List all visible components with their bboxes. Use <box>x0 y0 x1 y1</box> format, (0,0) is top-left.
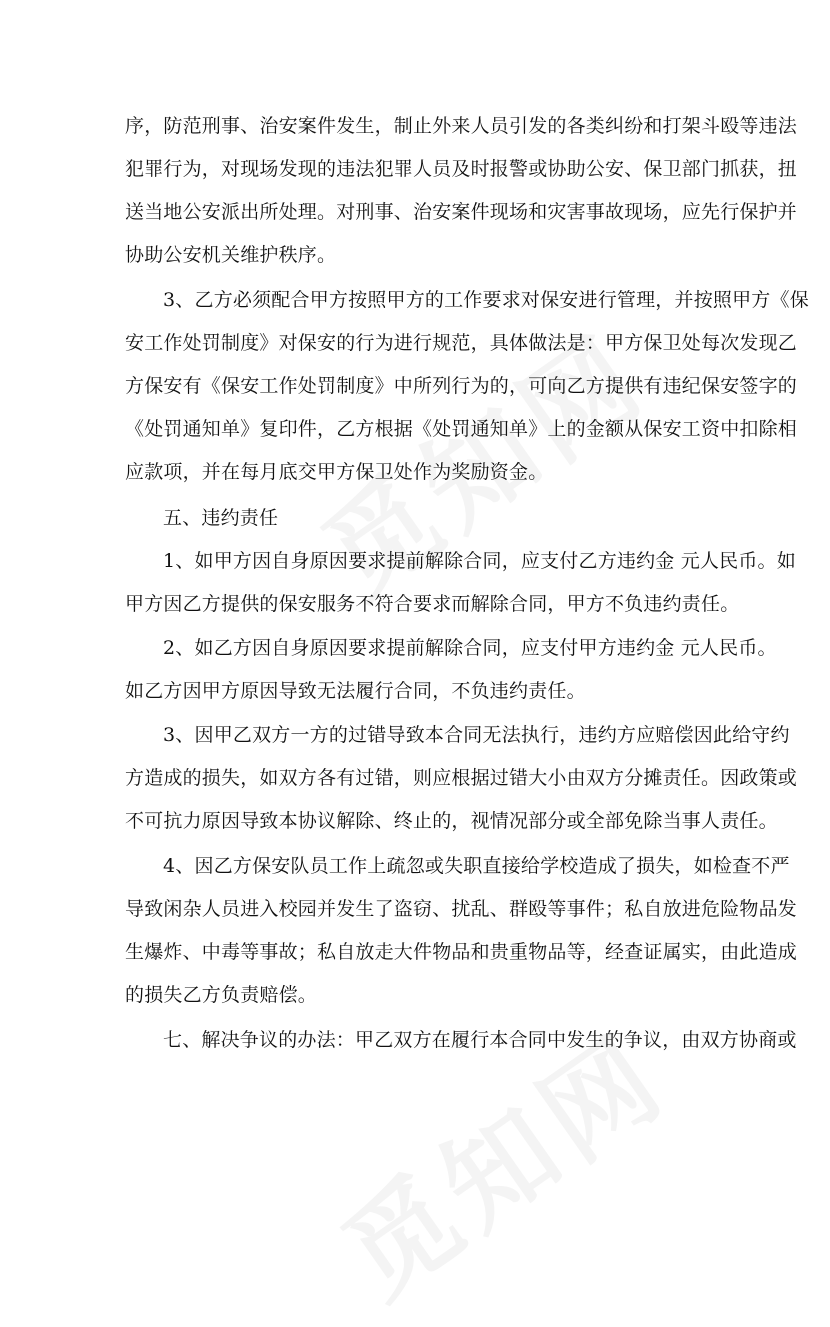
text-line: 不可抗力原因导致本协议解除、终止的，视情况部分或全部免除当事人责任。 <box>125 810 778 832</box>
text-line: 犯罪行为，对现场发现的违法犯罪人员及时报警或协助公安、保卫部门抓获，扭 <box>125 158 798 180</box>
text-line: 生爆炸、中毒等事故；私自放走大件物品和贵重物品等，经查证属实，由此造成 <box>125 941 798 963</box>
text-line: 4、因乙方保安队员工作上疏忽或失职直接给学校造成了损失，如检查不严 <box>163 855 790 877</box>
section-heading: 五、违约责任 <box>163 507 279 529</box>
text-line: 2、如乙方因自身原因要求提前解除合同，应支付甲方违约金 元人民币。 <box>163 637 777 659</box>
text-line: 序，防范刑事、治安案件发生，制止外来人员引发的各类纠纷和打架斗殴等违法 <box>125 115 798 137</box>
text-line: 的损失乙方负责赔偿。 <box>125 984 318 1006</box>
text-line: 方保安有《保安工作处罚制度》中所列行为的，可向乙方提供有违纪保安签字的 <box>125 375 798 397</box>
text-line: 如乙方因甲方原因导致无法履行合同，不负违约责任。 <box>125 680 586 702</box>
text-line: 1、如甲方因自身原因要求提前解除合同，应支付乙方违约金 元人民币。如 <box>163 550 796 572</box>
text-line: 应款项，并在每月底交甲方保卫处作为奖励资金。 <box>125 461 548 483</box>
text-line: 导致闲杂人员进入校园并发生了盗窃、扰乱、群殴等事件；私自放进危险物品发 <box>125 898 798 920</box>
text-line: 送当地公安派出所处理。对刑事、治安案件现场和灾害事故现场，应先行保护并 <box>125 201 798 223</box>
text-line: 3、因甲乙双方一方的过错导致本合同无法执行，违约方应赔偿因此给守约 <box>163 724 790 746</box>
text-line: 《处罚通知单》复印件，乙方根据《处罚通知单》上的金额从保安工资中扣除相 <box>125 418 798 440</box>
text-line: 协助公安机关维护秩序。 <box>125 244 337 266</box>
text-line: 安工作处罚制度》对保安的行为进行规范，具体做法是：甲方保卫处每次发现乙 <box>125 332 798 354</box>
text-line: 方造成的损失，如双方各有过错，则应根据过错大小由双方分摊责任。因政策或 <box>125 767 798 789</box>
text-line: 甲方因乙方提供的保安服务不符合要求而解除合同，甲方不负违约责任。 <box>125 593 740 615</box>
section-heading: 七、解决争议的办法：甲乙双方在履行本合同中发生的争议，由双方协商或 <box>163 1029 797 1051</box>
text-line: 3、乙方必须配合甲方按照甲方的工作要求对保安进行管理，并按照甲方《保 <box>163 289 809 311</box>
